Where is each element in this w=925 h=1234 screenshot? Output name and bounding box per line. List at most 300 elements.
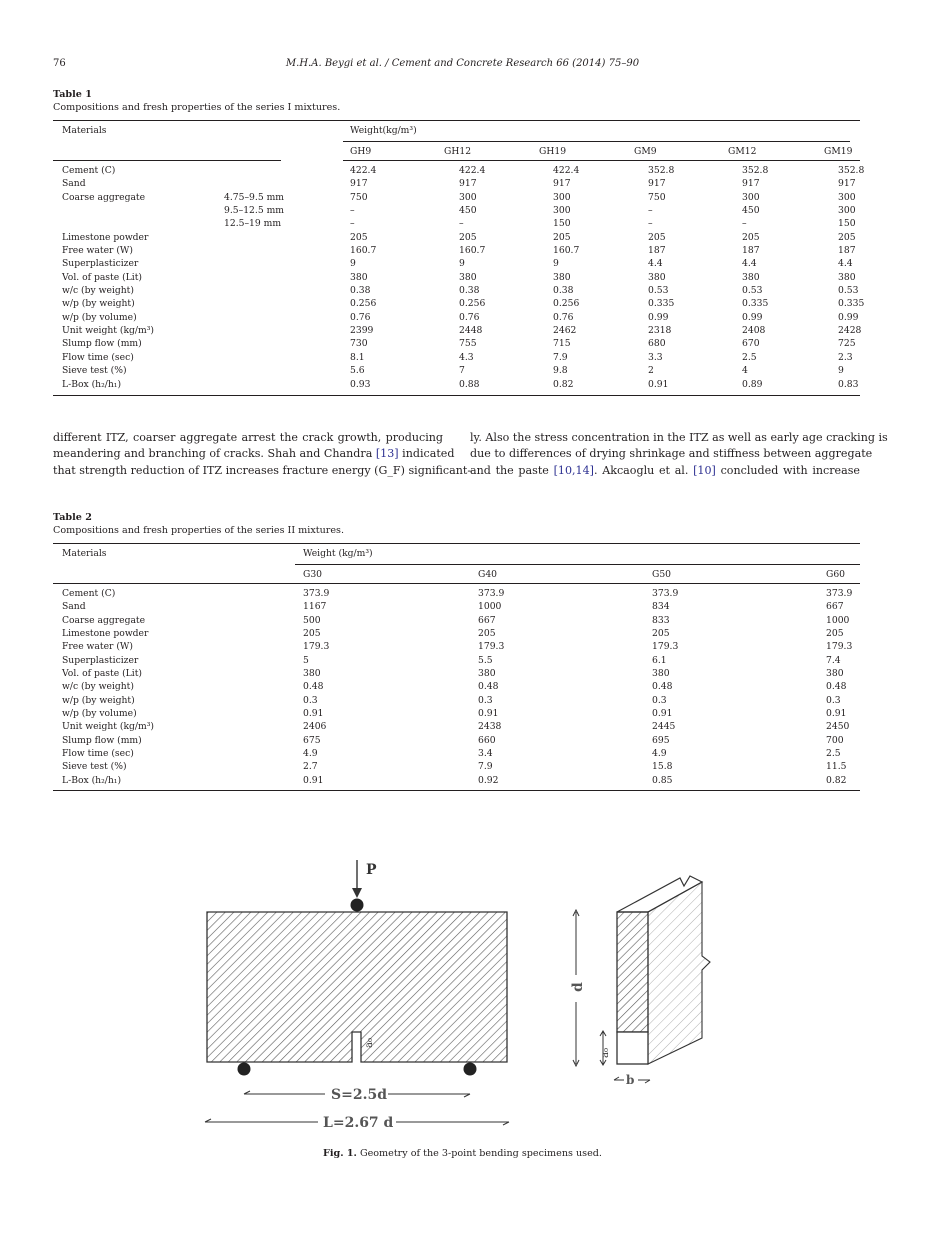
table1-column-header: GM12 <box>728 146 757 157</box>
table-row <box>53 324 860 337</box>
journal-running-header: M.H.A. Beygi et al. / Cement and Concrete Research 66 (2014) 75–90 <box>285 58 640 69</box>
table-cell: 0.3 <box>826 694 841 706</box>
table-cell: 833 <box>652 614 670 626</box>
table-cell: 755 <box>459 338 477 350</box>
table-cell: 695 <box>652 734 670 746</box>
citation-link[interactable]: [10] <box>693 463 716 477</box>
table-cell: 675 <box>303 734 321 746</box>
table-cell: 2399 <box>350 325 374 337</box>
table2-header-weight: Weight (kg/m³) <box>303 548 373 559</box>
table-cell: 9 <box>350 258 356 270</box>
table-cell: 160.7 <box>350 245 377 257</box>
table1-head-rule-right <box>343 160 860 161</box>
table-cell: 0.335 <box>742 298 769 310</box>
table-cell: 7.9 <box>553 351 568 363</box>
figure-caption-label: Fig. 1. <box>323 1148 357 1159</box>
body-text-right-column <box>470 430 888 479</box>
body-text-left-column <box>53 430 472 479</box>
table-cell: 0.38 <box>350 285 371 297</box>
table-cell: 0.76 <box>553 311 574 323</box>
table-cell: 300 <box>742 191 760 203</box>
row-sublabel <box>213 164 343 177</box>
table-cell: 0.89 <box>742 378 763 390</box>
table-cell: 917 <box>459 178 477 190</box>
table-cell: 0.82 <box>826 774 847 786</box>
page-number: 76 <box>53 58 66 69</box>
table-cell: 725 <box>838 338 856 350</box>
table-row <box>53 297 860 310</box>
table2-bottom-rule <box>53 790 860 791</box>
support-right <box>464 1063 477 1076</box>
row-sublabel <box>213 271 343 284</box>
table-cell: 730 <box>350 338 368 350</box>
length-label: L=2.67 d <box>323 1115 394 1131</box>
table-cell: 917 <box>553 178 571 190</box>
table-cell: 0.91 <box>478 708 499 720</box>
table-row <box>53 311 860 324</box>
citation-link[interactable]: [10,14] <box>553 463 594 477</box>
table-cell: 7.4 <box>826 654 841 666</box>
table-cell: 7.9 <box>478 761 493 773</box>
side-right-face <box>648 882 710 1064</box>
notch-label-side: a₀ <box>600 1048 611 1058</box>
row-label: Limestone powder <box>62 231 149 243</box>
table-cell: 0.256 <box>553 298 580 310</box>
row-label: Flow time (sec) <box>62 351 134 363</box>
row-label <box>53 217 213 230</box>
table-row <box>53 271 860 284</box>
table-cell: 205 <box>826 628 844 640</box>
table-cell: 205 <box>350 231 368 243</box>
load-arrow-head <box>352 888 362 898</box>
table-cell: 4.3 <box>459 351 474 363</box>
row-sublabel <box>213 297 343 310</box>
text-line: ly. Also the stress concentration in the ITZ as well as early age cracking is <box>470 431 888 444</box>
table-cell: 0.256 <box>459 298 486 310</box>
support-left <box>238 1063 251 1076</box>
table-cell: 2448 <box>459 325 483 337</box>
table-cell: 4.4 <box>838 258 853 270</box>
row-label: w/p (by weight) <box>62 298 135 310</box>
table-cell: 2.7 <box>303 761 318 773</box>
text-line: different ITZ, coarser aggregate arrest the crack growth, producing <box>53 431 443 444</box>
table-cell: 917 <box>838 178 856 190</box>
table-cell: 9.8 <box>553 365 568 377</box>
row-label: Limestone powder <box>62 628 149 640</box>
table1-column-header: GM9 <box>634 146 657 157</box>
table-cell: 3.3 <box>648 351 663 363</box>
table-cell: 0.91 <box>303 774 324 786</box>
table-cell: – <box>459 218 464 230</box>
row-sublabel <box>213 351 343 364</box>
table1-top-rule <box>53 120 860 121</box>
table-cell: 0.99 <box>838 311 859 323</box>
row-sublabel <box>213 231 343 244</box>
table-cell: 160.7 <box>459 245 486 257</box>
row-label: Coarse aggregate <box>62 614 146 626</box>
table-cell: 750 <box>350 191 368 203</box>
table2-column-header: G30 <box>303 569 323 580</box>
table-cell: 0.3 <box>652 694 667 706</box>
table1-column-header: GH9 <box>350 146 372 157</box>
table-cell: 352.8 <box>838 165 865 176</box>
table-cell: 380 <box>303 668 321 680</box>
row-label: Unit weight (kg/m³) <box>62 721 154 733</box>
row-label: Sieve test (%) <box>62 365 127 377</box>
side-front-face <box>617 912 648 1032</box>
row-sublabel <box>213 324 343 337</box>
figure-3pt-bending-geometry <box>0 840 925 1140</box>
table-cell: 205 <box>553 231 571 243</box>
table2-header-materials: Materials <box>62 548 107 559</box>
table-cell: 205 <box>478 628 496 640</box>
table-cell: 300 <box>553 191 571 203</box>
table-cell: 205 <box>303 628 321 640</box>
table-cell: 450 <box>459 205 477 217</box>
table-cell: 667 <box>478 614 496 626</box>
table-cell: 179.3 <box>303 641 330 653</box>
table-cell: 2445 <box>652 721 676 733</box>
table-cell: 380 <box>826 668 844 680</box>
table-cell: 500 <box>303 614 321 626</box>
table-cell: 0.85 <box>652 774 673 786</box>
table1-column-header: GM19 <box>824 146 853 157</box>
table-cell: 0.76 <box>459 311 480 323</box>
row-label: Vol. of paste (Lit) <box>62 668 142 680</box>
table-cell: 2438 <box>478 721 502 733</box>
row-label: L-Box (h₂/h₁) <box>62 774 122 786</box>
table-row <box>53 667 860 680</box>
row-label: Free water (W) <box>62 641 133 653</box>
table-cell: 8.1 <box>350 351 365 363</box>
table-cell: 5.5 <box>478 654 493 666</box>
table-cell: 179.3 <box>478 641 505 653</box>
table-row <box>53 217 860 230</box>
table-cell: 205 <box>838 231 856 243</box>
row-label: w/c (by weight) <box>62 285 134 297</box>
table-cell: 2406 <box>303 721 327 733</box>
table-cell: 680 <box>648 338 666 350</box>
table-cell: 300 <box>838 205 856 217</box>
table2-head-rule <box>53 583 860 584</box>
row-sublabel <box>213 177 343 190</box>
table1-column-header: GH12 <box>444 146 472 157</box>
row-label: Sand <box>62 601 86 613</box>
row-sublabel: 12.5–19 mm <box>224 218 282 230</box>
table-row <box>53 680 860 693</box>
table-cell: – <box>648 218 653 230</box>
table-cell: 917 <box>350 178 368 190</box>
table-cell: 0.38 <box>553 285 574 297</box>
table-cell: 373.9 <box>303 588 330 599</box>
table-cell: 0.83 <box>838 378 859 390</box>
table-cell: 0.91 <box>648 378 669 390</box>
row-label: Slump flow (mm) <box>62 734 142 746</box>
table-cell: 150 <box>838 218 856 230</box>
table-cell: 7 <box>459 365 465 377</box>
table-cell: 352.8 <box>648 165 675 176</box>
table-cell: 352.8 <box>742 165 769 176</box>
table-cell: – <box>350 205 355 217</box>
table-row <box>53 587 860 600</box>
table2-column-header: G40 <box>478 569 498 580</box>
row-label: Unit weight (kg/m³) <box>62 325 154 337</box>
table-cell: 380 <box>478 668 496 680</box>
table-cell: 0.53 <box>838 285 859 297</box>
row-label: Slump flow (mm) <box>62 338 142 350</box>
table-cell: 0.38 <box>459 285 480 297</box>
table-row <box>53 640 860 653</box>
table-cell: 0.99 <box>648 311 669 323</box>
load-label: P <box>366 862 377 878</box>
table-row <box>53 244 860 257</box>
text-line: meandering and branching of cracks. Shah and Chandra [13] indicated <box>53 447 455 461</box>
row-label: Cement (C) <box>62 588 116 599</box>
table-cell: 9 <box>838 365 844 377</box>
table2-column-header: G50 <box>652 569 672 580</box>
row-label <box>53 204 213 217</box>
table-cell: 700 <box>826 734 844 746</box>
row-label: Flow time (sec) <box>62 748 134 760</box>
row-label: Free water (W) <box>62 245 133 257</box>
row-label: Superplasticizer <box>62 654 139 666</box>
table-cell: 0.335 <box>838 298 865 310</box>
row-label: w/p (by weight) <box>62 694 135 706</box>
table-row <box>53 191 860 204</box>
table-cell: 0.48 <box>478 681 499 693</box>
table-cell: 667 <box>826 601 844 613</box>
table-cell: 2.5 <box>742 351 757 363</box>
row-label: Sieve test (%) <box>62 761 127 773</box>
table1-group-rule <box>343 141 850 142</box>
depth-label: d <box>570 982 586 992</box>
table-cell: 0.92 <box>478 774 499 786</box>
row-sublabel <box>213 257 343 270</box>
table-cell: 3.4 <box>478 748 493 760</box>
span-label: S=2.5d <box>331 1087 387 1103</box>
table-cell: 422.4 <box>553 165 580 176</box>
table-cell: 205 <box>742 231 760 243</box>
table1-title: Table 1 <box>53 89 92 100</box>
text-line: that strength reduction of ITZ increases fracture energy (G_F) significant- <box>53 463 472 477</box>
table2-column-header: G60 <box>826 569 846 580</box>
table-cell: 0.91 <box>652 708 673 720</box>
table-cell: 917 <box>742 178 760 190</box>
table-cell: 300 <box>838 191 856 203</box>
table-row <box>53 747 860 760</box>
table-row <box>53 337 860 350</box>
table-row <box>53 284 860 297</box>
table-row <box>53 351 860 364</box>
table-cell: 0.3 <box>478 694 493 706</box>
table-cell: 1000 <box>826 614 850 626</box>
table-cell: 380 <box>553 271 571 283</box>
table-cell: 4.9 <box>652 748 667 760</box>
table-cell: 9 <box>459 258 465 270</box>
table1-caption: Compositions and fresh properties of the series I mixtures. <box>53 102 341 113</box>
row-sublabel: 4.75–9.5 mm <box>224 191 285 203</box>
table-cell: 2 <box>648 365 654 377</box>
table-cell: 0.48 <box>652 681 673 693</box>
table-cell: 373.9 <box>652 588 679 599</box>
table-cell: – <box>648 205 653 217</box>
table-row <box>53 774 860 787</box>
table-cell: 2428 <box>838 325 862 337</box>
table-row <box>53 694 860 707</box>
table-cell: 2.3 <box>838 351 853 363</box>
table-cell: 2318 <box>648 325 672 337</box>
row-sublabel <box>213 311 343 324</box>
table-row <box>53 600 860 613</box>
table-cell: 0.91 <box>303 708 324 720</box>
table-cell: 6.1 <box>652 654 667 666</box>
table1-body <box>53 164 865 391</box>
table-row <box>53 257 860 270</box>
row-sublabel <box>213 244 343 257</box>
row-sublabel <box>213 378 343 391</box>
table1-column-header: GH19 <box>539 146 567 157</box>
table-cell: 0.53 <box>742 285 763 297</box>
row-label: Sand <box>62 178 86 190</box>
table-cell: 715 <box>553 338 571 350</box>
table-cell: 300 <box>459 191 477 203</box>
table-cell: 0.3 <box>303 694 318 706</box>
table-cell: 750 <box>648 191 666 203</box>
table-cell: 670 <box>742 338 760 350</box>
figure-caption-text: Geometry of the 3-point bending specimens used. <box>356 1148 602 1159</box>
table-cell: 380 <box>350 271 368 283</box>
table-cell: 179.3 <box>652 641 679 653</box>
table-cell: 2462 <box>553 325 577 337</box>
table-cell: 150 <box>553 218 571 230</box>
table-cell: 4.4 <box>742 258 757 270</box>
table-row <box>53 231 860 244</box>
table-row <box>53 378 860 391</box>
table1-head-rule-left <box>53 160 281 161</box>
table2-body <box>53 587 860 787</box>
row-sublabel: 9.5–12.5 mm <box>224 205 285 217</box>
table-cell: 0.53 <box>648 285 669 297</box>
table-cell: 373.9 <box>478 588 505 599</box>
table-cell: 660 <box>478 734 496 746</box>
table-cell: 380 <box>838 271 856 283</box>
row-label: Vol. of paste (Lit) <box>62 271 142 283</box>
table-cell: – <box>742 218 747 230</box>
table-cell: 380 <box>742 271 760 283</box>
table-cell: 205 <box>652 628 670 640</box>
table-cell: 0.335 <box>648 298 675 310</box>
table-cell: 373.9 <box>826 588 853 599</box>
table-cell: 1000 <box>478 601 502 613</box>
table-cell: 187 <box>742 245 760 257</box>
table2-title: Table 2 <box>53 512 92 523</box>
row-label: L-Box (h₂/h₁) <box>62 378 122 390</box>
table-cell: 0.93 <box>350 378 371 390</box>
beam-body <box>207 912 507 1062</box>
row-sublabel <box>213 337 343 350</box>
table-cell: 450 <box>742 205 760 217</box>
table-cell: 0.88 <box>459 378 480 390</box>
table-cell: 187 <box>648 245 666 257</box>
figure-caption <box>0 1148 925 1159</box>
table-cell: 834 <box>652 601 670 613</box>
table-cell: 0.48 <box>303 681 324 693</box>
load-roller <box>351 899 364 912</box>
table-cell: 1167 <box>303 601 327 613</box>
row-label: Cement (C) <box>62 165 116 176</box>
table-cell: 11.5 <box>826 761 847 773</box>
table-cell: 4.4 <box>648 258 663 270</box>
table-cell: 380 <box>459 271 477 283</box>
row-label: w/p (by volume) <box>62 311 137 323</box>
table-cell: 2450 <box>826 721 850 733</box>
table1-bottom-rule <box>53 395 860 396</box>
table-cell: 5.6 <box>350 365 365 377</box>
table-row <box>53 760 860 773</box>
table-cell: 0.48 <box>826 681 847 693</box>
table2-caption: Compositions and fresh properties of the series II mixtures. <box>53 525 345 536</box>
table1-header-materials: Materials <box>62 125 107 136</box>
table-cell: 0.91 <box>826 708 847 720</box>
table-cell: 205 <box>648 231 666 243</box>
table-row <box>53 364 860 377</box>
table-cell: 917 <box>648 178 666 190</box>
table-cell: 9 <box>553 258 559 270</box>
table-cell: 380 <box>648 271 666 283</box>
table-row <box>53 164 860 177</box>
table-cell: 179.3 <box>826 641 853 653</box>
table-cell: 187 <box>838 245 856 257</box>
table-cell: 0.76 <box>350 311 371 323</box>
table-row <box>53 177 860 190</box>
row-label: w/c (by weight) <box>62 681 134 693</box>
citation-link[interactable]: [13] <box>375 447 399 461</box>
table-row <box>53 734 860 747</box>
table-row <box>53 627 860 640</box>
row-sublabel <box>213 364 343 377</box>
table-cell: 160.7 <box>553 245 580 257</box>
row-sublabel <box>213 284 343 297</box>
side-notch-region <box>617 1032 648 1064</box>
table-cell: 380 <box>652 668 670 680</box>
table-row <box>53 614 860 627</box>
table-cell: 422.4 <box>459 165 486 176</box>
table-cell: 0.99 <box>742 311 763 323</box>
table1-header-weight: Weight(kg/m³) <box>350 125 417 136</box>
notch-label-front: a₀ <box>364 1038 375 1048</box>
table-row <box>53 720 860 733</box>
text-line: due to differences of drying shrinkage and stiffness between aggregate <box>470 447 873 461</box>
table-row <box>53 707 860 720</box>
table-cell: 2408 <box>742 325 766 337</box>
table-cell: 2.5 <box>826 748 841 760</box>
table2-top-rule <box>53 543 860 544</box>
table2-group-rule <box>295 564 860 565</box>
table-cell: 4 <box>742 365 748 377</box>
width-label: b <box>626 1073 635 1087</box>
text-line: and the paste [10,14]. Akcaoglu et al. [10] concluded with increase <box>470 463 860 477</box>
table-cell: 5 <box>303 654 309 666</box>
table-cell: 422.4 <box>350 165 377 176</box>
table-cell: 0.82 <box>553 378 574 390</box>
table-cell: – <box>350 218 355 230</box>
row-label: w/p (by volume) <box>62 708 137 720</box>
table-cell: 4.9 <box>303 748 318 760</box>
table-row <box>53 204 860 217</box>
table-cell: 205 <box>459 231 477 243</box>
table-cell: 300 <box>553 205 571 217</box>
table-row <box>53 654 860 667</box>
